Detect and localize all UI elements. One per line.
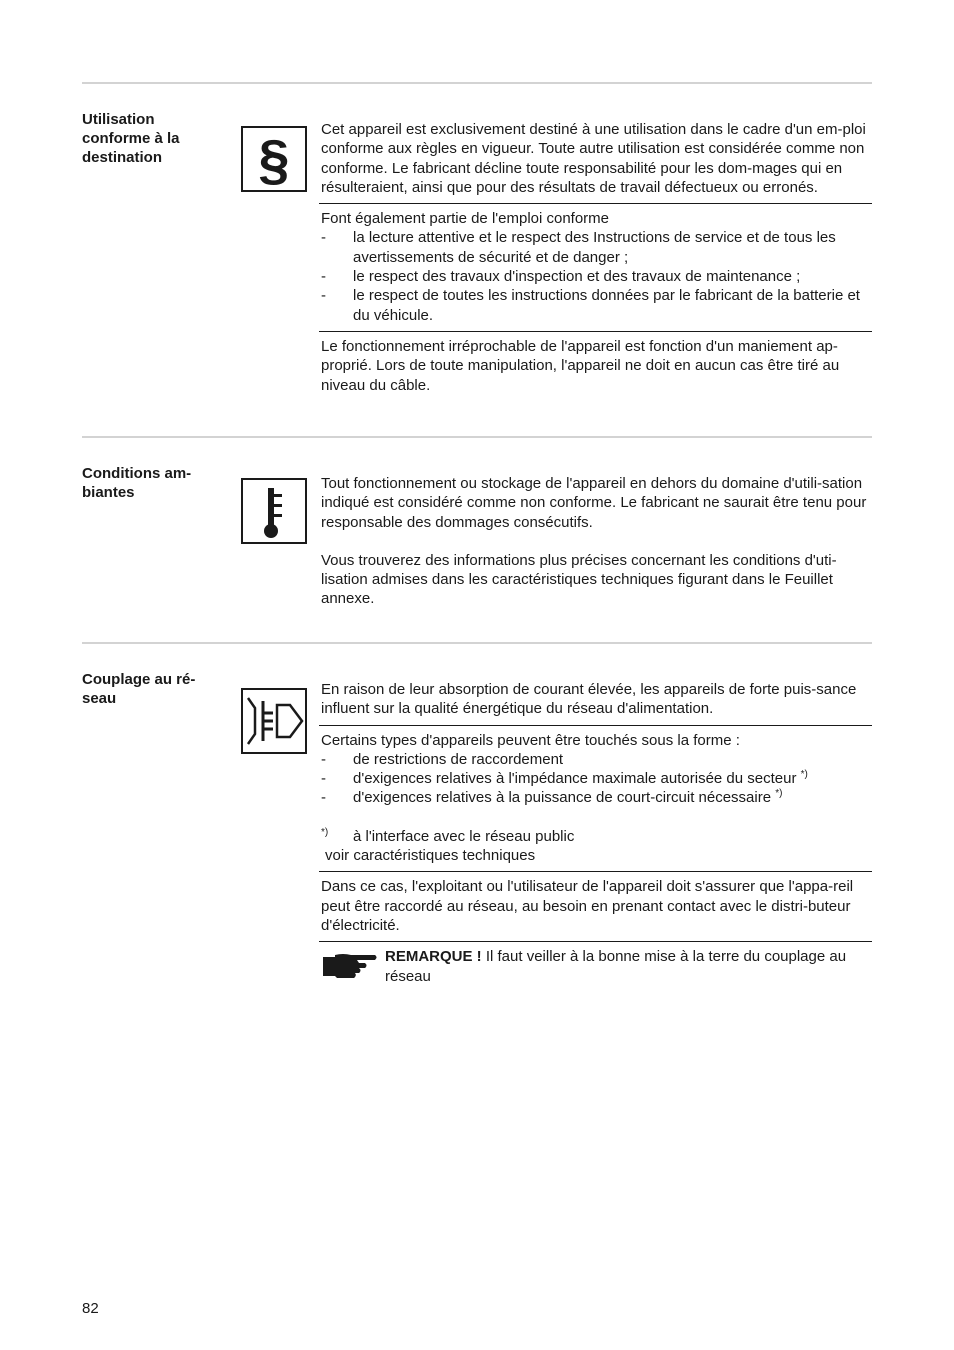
list-item [321, 788, 870, 807]
list-item [321, 228, 870, 267]
footnote-reference: *) [775, 788, 783, 800]
utilisation-list-intro: Font également partie de l'emploi conforme [321, 210, 610, 228]
conditions-paragraph-1: Tout fonctionnement ou stockage de l'appareil en dehors du domaine d'utili-sation indiqué est considéré comme non conforme. Le fabricant ne saurait être tenu pour responsable des dommages consécutifs. [321, 475, 867, 531]
remark-text: Il faut veiller à la bonne mise à la terre du couplage au réseau [385, 948, 847, 985]
utilisation-paragraph-3: Le fonctionnement irréprochable de l'appareil est fonction d'un maniement ap-proprié. Lors de toute manipulation, l'appareil ne doit en aucun cas être tiré au niveau du câble. [321, 337, 840, 394]
section-divider [82, 436, 872, 438]
couplage-paragraph-1: En raison de leur absorption de courant élevée, les appareils de forte puis-sance influent sur la qualité énergétique du réseau d'alimentation. [321, 681, 857, 718]
svg-text:§: § [258, 128, 290, 190]
list-item-text: le respect de toutes les instructions données par le fabricant de la batterie et du véhicule. [353, 287, 860, 324]
list-dash: - [321, 229, 326, 247]
list-item-text: d'exigences relatives à la puissance de court-circuit nécessaire [353, 789, 772, 807]
top-divider [82, 82, 872, 84]
section-title-couplage: Couplage au ré-seau [82, 671, 196, 707]
page-number: 82 [82, 1300, 99, 1317]
section-title-utilisation: Utilisation conforme à la destination [82, 111, 180, 166]
list-item [321, 286, 870, 325]
section-content-conditions [319, 472, 872, 609]
list-dash: - [321, 770, 326, 788]
list-item [321, 769, 870, 788]
section-divider [82, 642, 872, 644]
remark-label: REMARQUE ! [385, 948, 482, 966]
footnote-mark: *) [321, 826, 329, 838]
footnote [321, 827, 870, 846]
list-dash: - [321, 287, 326, 305]
list-item-text: de restrictions de raccordement [353, 750, 564, 768]
conditions-paragraph-2: Vous trouverez des informations plus précises concernant les conditions d'uti-lisation admises dans les caractéristiques techniques figurant dans le Feuillet annexe. [321, 551, 837, 608]
section-content-utilisation [319, 118, 872, 401]
list-item-text: la lecture attentive et le respect des Instructions de service et de tous les avertissements de sécurité et de danger ; [353, 229, 836, 266]
mains-plug-icon [241, 688, 307, 754]
list-item-text: le respect des travaux d'inspection et des travaux de maintenance ; [353, 268, 801, 286]
list-item-text: d'exigences relatives à l'impédance maximale autorisée du secteur [353, 770, 797, 788]
pointing-hand-icon [321, 947, 385, 986]
utilisation-paragraph-1: Cet appareil est exclusivement destiné à une utilisation dans le cadre d'un em-ploi conforme aux règles en vigueur. Toute autre utilisation est considérée comme non conforme. Le fabricant décline toute responsabilité pour les dom-mages qui en résulteraient, ainsi que pour des résultats de travail défectueux ou erronés. [321, 121, 866, 196]
remark-note [321, 947, 870, 986]
list-dash: - [321, 750, 326, 768]
paragraph-section-icon [241, 126, 307, 192]
list-item [321, 750, 870, 769]
section-content-couplage [319, 678, 872, 993]
thermometer-icon [241, 478, 307, 544]
section-title-conditions: Conditions am-biantes [82, 465, 192, 501]
footnote-line-2: voir caractéristiques techniques [325, 847, 536, 865]
couplage-paragraph-3: Dans ce cas, l'exploitant ou l'utilisateur de l'appareil doit s'assurer que l'appa-reil peut être raccordé au réseau, au besoin en prenant contact avec le distri-buteur d'électricité. [321, 878, 854, 934]
list-dash: - [321, 789, 326, 807]
couplage-list-intro: Certains types d'appareils peuvent être touchés sous la forme : [321, 731, 740, 749]
list-dash: - [321, 268, 326, 286]
footnote-text: à l'interface avec le réseau public [353, 827, 575, 845]
list-item [321, 267, 870, 286]
footnote-reference: *) [800, 769, 808, 781]
